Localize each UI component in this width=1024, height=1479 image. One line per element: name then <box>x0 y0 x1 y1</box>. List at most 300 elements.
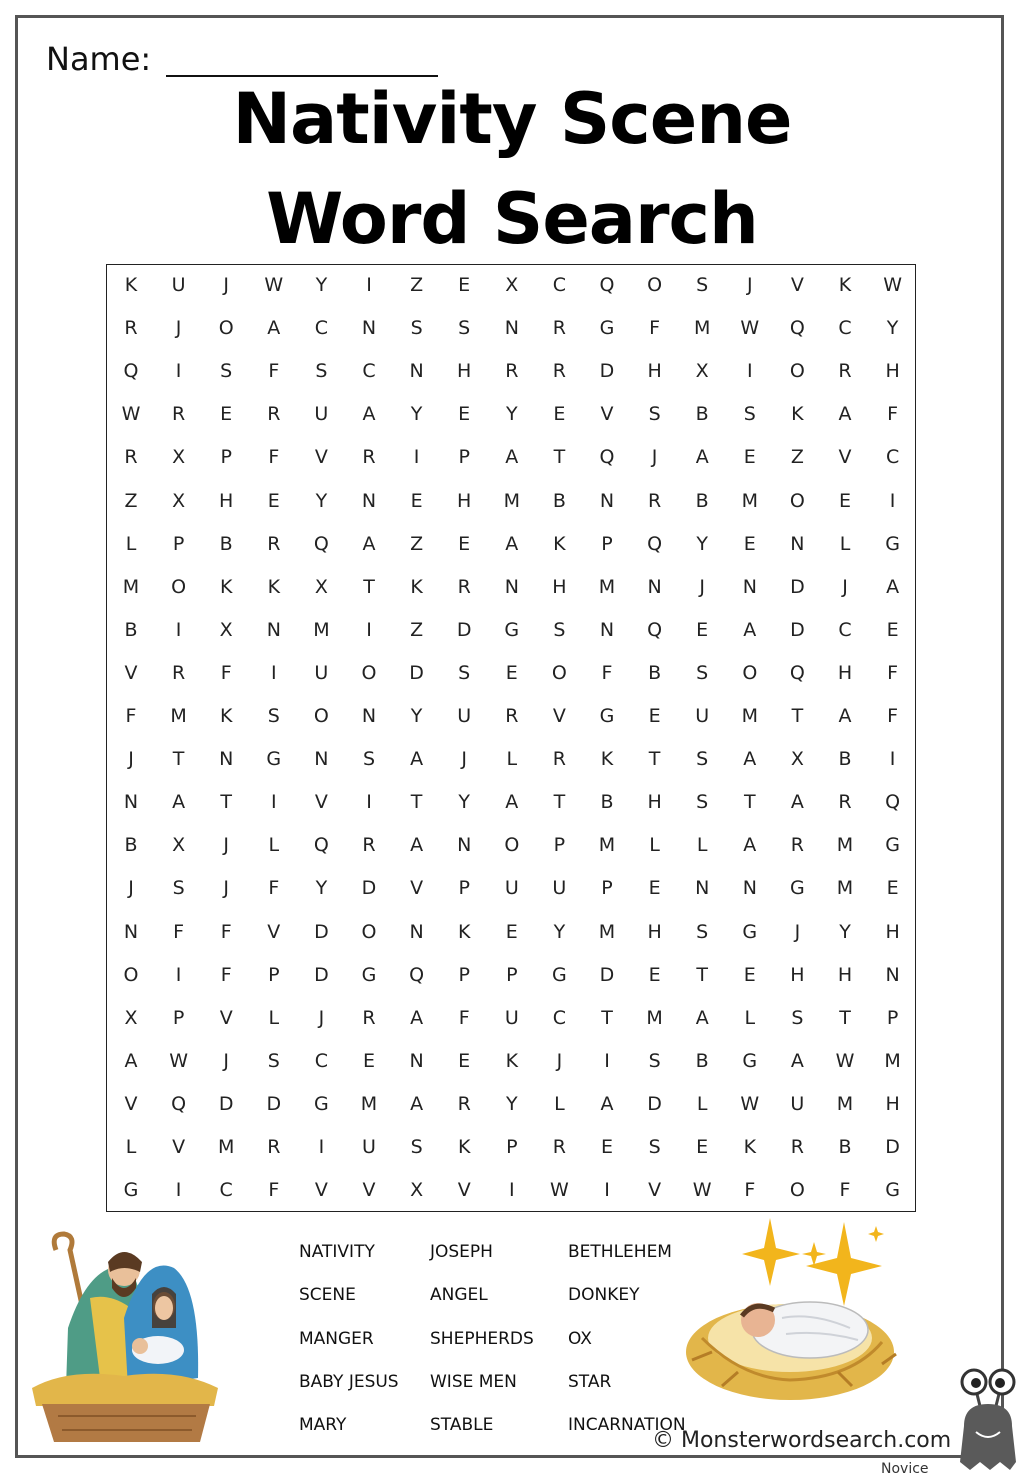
grid-letter[interactable]: R <box>838 791 852 814</box>
grid-letter[interactable]: S <box>315 360 328 383</box>
grid-letter[interactable]: N <box>361 705 377 727</box>
grid-letter[interactable]: P <box>172 532 185 555</box>
grid-letter[interactable]: G <box>361 963 377 986</box>
grid-letter[interactable]: O <box>789 1179 805 1202</box>
grid-letter[interactable]: M <box>741 705 758 727</box>
grid-letter[interactable]: R <box>267 403 281 426</box>
grid-letter[interactable]: I <box>366 618 372 641</box>
grid-letter[interactable]: S <box>267 705 280 727</box>
grid-letter[interactable]: A <box>838 705 852 727</box>
grid-letter[interactable]: V <box>457 1179 471 1202</box>
grid-letter[interactable]: I <box>413 446 420 469</box>
grid-letter[interactable]: J <box>128 877 134 900</box>
grid-letter[interactable]: H <box>885 920 900 943</box>
grid-letter[interactable]: E <box>505 920 518 943</box>
grid-letter[interactable]: V <box>124 661 138 684</box>
grid-letter[interactable]: M <box>313 618 330 641</box>
grid-letter[interactable]: E <box>220 403 233 426</box>
grid-letter[interactable]: Z <box>410 618 424 641</box>
grid-letter[interactable]: J <box>175 317 182 340</box>
grid-letter[interactable]: N <box>123 920 139 943</box>
grid-letter[interactable]: A <box>124 1049 138 1072</box>
grid-letter[interactable]: G <box>123 1179 139 1202</box>
grid-letter[interactable]: S <box>696 274 709 296</box>
grid-letter[interactable]: L <box>696 834 708 857</box>
grid-letter[interactable]: C <box>552 274 567 296</box>
grid-letter[interactable]: X <box>790 748 804 771</box>
grid-letter[interactable]: L <box>506 748 518 771</box>
grid-letter[interactable]: S <box>696 791 709 814</box>
grid-letter[interactable]: W <box>740 317 760 340</box>
name-field[interactable] <box>166 75 438 77</box>
grid-letter[interactable]: O <box>647 274 663 296</box>
grid-letter[interactable]: A <box>600 1092 614 1115</box>
grid-letter[interactable]: E <box>267 489 280 512</box>
grid-letter[interactable]: F <box>887 661 899 684</box>
grid-letter[interactable]: X <box>172 446 186 469</box>
grid-letter[interactable]: Q <box>647 532 663 555</box>
grid-letter[interactable]: Q <box>789 317 805 340</box>
grid-letter[interactable]: K <box>410 575 423 598</box>
grid-letter[interactable]: J <box>461 748 467 771</box>
grid-letter[interactable]: U <box>314 661 329 684</box>
grid-letter[interactable]: Y <box>410 403 423 426</box>
grid-letter[interactable]: O <box>742 661 758 684</box>
grid-letter[interactable]: B <box>552 489 566 512</box>
grid-letter[interactable]: Y <box>505 403 518 426</box>
grid-letter[interactable]: W <box>549 1179 569 1202</box>
grid-letter[interactable]: T <box>648 748 661 771</box>
grid-letter[interactable]: P <box>506 1136 518 1158</box>
grid-letter[interactable]: J <box>223 877 229 900</box>
grid-letter[interactable]: W <box>121 403 141 426</box>
grid-letter[interactable]: V <box>552 705 566 727</box>
grid-letter[interactable]: C <box>314 1049 329 1072</box>
grid-letter[interactable]: K <box>553 532 566 555</box>
grid-letter[interactable]: R <box>457 1092 471 1115</box>
grid-letter[interactable]: T <box>839 1006 851 1029</box>
grid-letter[interactable]: K <box>457 1136 471 1158</box>
grid-letter[interactable]: L <box>696 1092 708 1115</box>
grid-letter[interactable]: E <box>458 532 471 555</box>
grid-letter[interactable]: R <box>362 1006 376 1029</box>
grid-letter[interactable]: E <box>696 1136 709 1158</box>
grid-letter[interactable]: A <box>886 575 900 598</box>
grid-letter[interactable]: Y <box>839 920 851 943</box>
grid-letter[interactable]: E <box>410 489 423 512</box>
grid-letter[interactable]: E <box>696 618 709 641</box>
grid-letter[interactable]: G <box>504 618 520 641</box>
grid-letter[interactable]: A <box>362 532 376 555</box>
grid-letter[interactable]: B <box>600 791 614 814</box>
grid-letter[interactable]: D <box>456 618 472 641</box>
grid-letter[interactable]: M <box>836 1092 854 1115</box>
grid-letter[interactable]: R <box>124 317 138 340</box>
grid-letter[interactable]: F <box>887 403 899 426</box>
grid-letter[interactable]: I <box>175 618 182 641</box>
grid-letter[interactable]: P <box>553 834 566 857</box>
grid-letter[interactable]: E <box>648 705 661 727</box>
grid-letter[interactable]: D <box>266 1092 282 1115</box>
grid-letter[interactable]: I <box>604 1179 610 1202</box>
grid-letter[interactable]: S <box>791 1006 804 1029</box>
grid-letter[interactable]: L <box>744 1006 756 1029</box>
grid-letter[interactable]: X <box>314 575 328 598</box>
grid-letter[interactable]: E <box>553 403 566 426</box>
grid-letter[interactable]: M <box>741 489 758 512</box>
grid-letter[interactable]: D <box>361 877 377 900</box>
grid-letter[interactable]: T <box>553 791 566 814</box>
grid-letter[interactable]: B <box>124 834 138 857</box>
grid-letter[interactable]: T <box>410 791 423 814</box>
grid-letter[interactable]: D <box>409 661 424 684</box>
grid-letter[interactable]: X <box>172 489 186 512</box>
grid-letter[interactable]: M <box>122 575 140 598</box>
grid-letter[interactable]: P <box>458 446 470 469</box>
grid-letter[interactable]: M <box>598 575 616 598</box>
grid-letter[interactable]: G <box>552 963 567 986</box>
grid-letter[interactable]: S <box>220 360 233 383</box>
grid-letter[interactable]: Q <box>599 446 615 469</box>
grid-letter[interactable]: O <box>361 920 377 943</box>
grid-letter[interactable]: S <box>458 661 471 684</box>
grid-letter[interactable]: M <box>170 705 187 727</box>
grid-letter[interactable]: B <box>695 1049 709 1072</box>
grid-letter[interactable]: S <box>696 661 709 684</box>
grid-letter[interactable]: N <box>885 963 900 986</box>
grid-letter[interactable]: Z <box>124 489 138 512</box>
grid-letter[interactable]: M <box>836 834 854 857</box>
grid-letter[interactable]: K <box>743 1136 757 1158</box>
grid-letter[interactable]: R <box>552 317 566 340</box>
grid-letter[interactable]: V <box>600 403 614 426</box>
grid-letter[interactable]: K <box>124 274 138 296</box>
grid-letter[interactable]: P <box>172 1006 185 1029</box>
grid-letter[interactable]: U <box>171 274 186 296</box>
grid-letter[interactable]: P <box>220 446 232 469</box>
grid-letter[interactable]: L <box>125 1136 137 1158</box>
grid-letter[interactable]: I <box>366 791 372 814</box>
grid-letter[interactable]: J <box>794 920 801 943</box>
grid-letter[interactable]: G <box>266 748 282 771</box>
grid-letter[interactable]: N <box>504 575 519 598</box>
grid-letter[interactable]: F <box>268 877 280 900</box>
grid-letter[interactable]: F <box>744 1179 756 1202</box>
grid-letter[interactable]: N <box>599 489 615 512</box>
grid-letter[interactable]: H <box>790 963 805 986</box>
grid-letter[interactable]: C <box>838 317 852 340</box>
grid-letter[interactable]: I <box>889 748 896 771</box>
grid-letter[interactable]: R <box>267 532 281 555</box>
grid-letter[interactable]: Q <box>647 618 663 641</box>
grid-letter[interactable]: Z <box>410 274 424 296</box>
grid-letter[interactable]: V <box>314 446 328 469</box>
grid-letter[interactable]: I <box>318 1136 325 1158</box>
grid-letter[interactable]: P <box>601 877 613 900</box>
grid-letter[interactable]: B <box>124 618 138 641</box>
grid-letter[interactable]: W <box>692 1179 712 1202</box>
grid-letter[interactable]: U <box>457 705 472 727</box>
grid-letter[interactable]: E <box>648 963 661 986</box>
grid-letter[interactable]: V <box>410 877 424 900</box>
grid-letter[interactable]: E <box>743 532 756 555</box>
grid-letter[interactable]: P <box>458 877 470 900</box>
grid-letter[interactable]: U <box>695 705 710 727</box>
grid-letter[interactable]: X <box>219 618 233 641</box>
grid-letter[interactable]: K <box>219 575 233 598</box>
grid-letter[interactable]: F <box>268 446 280 469</box>
grid-letter[interactable]: D <box>647 1092 662 1115</box>
grid-letter[interactable]: G <box>599 705 615 727</box>
grid-letter[interactable]: F <box>839 1179 851 1202</box>
grid-letter[interactable]: A <box>505 791 519 814</box>
grid-letter[interactable]: H <box>837 963 853 986</box>
grid-letter[interactable]: Y <box>505 1092 518 1115</box>
grid-letter[interactable]: E <box>743 963 756 986</box>
grid-letter[interactable]: F <box>125 705 137 727</box>
grid-letter[interactable]: R <box>171 403 186 426</box>
grid-letter[interactable]: M <box>693 317 711 340</box>
grid-letter[interactable]: N <box>409 920 424 943</box>
grid-letter[interactable]: E <box>886 618 899 641</box>
grid-letter[interactable]: H <box>885 360 900 383</box>
grid-letter[interactable]: X <box>410 1179 424 1202</box>
grid-letter[interactable]: F <box>601 661 613 684</box>
grid-letter[interactable]: Y <box>315 489 328 512</box>
grid-letter[interactable]: G <box>790 877 805 900</box>
grid-letter[interactable]: L <box>554 1092 565 1115</box>
grid-letter[interactable]: R <box>171 661 186 684</box>
grid-letter[interactable]: E <box>458 274 471 296</box>
grid-letter[interactable]: N <box>361 489 377 512</box>
grid-letter[interactable]: Z <box>790 446 804 469</box>
grid-letter[interactable]: U <box>362 1136 376 1158</box>
grid-letter[interactable]: Q <box>789 661 805 684</box>
grid-letter[interactable]: T <box>553 446 566 469</box>
grid-letter[interactable]: N <box>266 618 281 641</box>
grid-letter[interactable]: A <box>505 532 519 555</box>
grid-letter[interactable]: A <box>743 748 757 771</box>
grid-letter[interactable]: N <box>695 877 710 900</box>
grid-letter[interactable]: I <box>604 1049 610 1072</box>
grid-letter[interactable]: K <box>267 575 281 598</box>
grid-letter[interactable]: D <box>599 963 615 986</box>
grid-letter[interactable]: Q <box>409 963 425 986</box>
grid-letter[interactable]: B <box>838 1136 852 1158</box>
grid-letter[interactable]: A <box>790 791 804 814</box>
grid-letter[interactable]: N <box>361 317 377 340</box>
grid-letter[interactable]: K <box>219 705 233 727</box>
grid-letter[interactable]: Y <box>315 877 328 900</box>
grid-letter[interactable]: I <box>175 963 182 986</box>
grid-letter[interactable]: E <box>743 446 756 469</box>
grid-letter[interactable]: A <box>362 403 376 426</box>
grid-letter[interactable]: G <box>314 1092 329 1115</box>
grid-letter[interactable]: F <box>220 963 232 986</box>
grid-letter[interactable]: R <box>552 1136 566 1158</box>
grid-letter[interactable]: O <box>789 489 805 512</box>
grid-letter[interactable]: Y <box>696 532 708 555</box>
grid-letter[interactable]: C <box>314 317 329 340</box>
grid-letter[interactable]: P <box>458 963 470 986</box>
grid-letter[interactable]: M <box>836 877 854 900</box>
grid-letter[interactable]: A <box>695 1006 709 1029</box>
grid-letter[interactable]: V <box>267 920 281 943</box>
grid-letter[interactable]: U <box>504 1006 519 1029</box>
grid-letter[interactable]: V <box>219 1006 233 1029</box>
grid-letter[interactable]: C <box>885 446 900 469</box>
grid-letter[interactable]: S <box>458 317 471 340</box>
grid-letter[interactable]: L <box>839 532 851 555</box>
grid-letter[interactable]: D <box>218 1092 234 1115</box>
grid-letter[interactable]: U <box>504 877 519 900</box>
grid-letter[interactable]: U <box>314 403 329 426</box>
grid-letter[interactable]: J <box>651 446 658 469</box>
grid-letter[interactable]: Y <box>553 920 566 943</box>
grid-letter[interactable]: E <box>458 1049 471 1072</box>
grid-letter[interactable]: W <box>835 1049 855 1072</box>
grid-letter[interactable]: Q <box>599 274 615 296</box>
grid-letter[interactable]: T <box>696 963 708 986</box>
grid-letter[interactable]: G <box>599 317 615 340</box>
grid-letter[interactable]: R <box>267 1136 281 1158</box>
grid-letter[interactable]: E <box>648 877 661 900</box>
grid-letter[interactable]: H <box>647 360 662 383</box>
grid-letter[interactable]: Q <box>313 834 329 857</box>
grid-letter[interactable]: F <box>268 360 280 383</box>
grid-letter[interactable]: O <box>789 360 805 383</box>
grid-letter[interactable]: P <box>601 532 613 555</box>
grid-letter[interactable]: Z <box>410 532 424 555</box>
grid-letter[interactable]: G <box>742 920 758 943</box>
grid-letter[interactable]: A <box>267 317 281 340</box>
grid-letter[interactable]: J <box>556 1049 563 1072</box>
grid-letter[interactable]: N <box>409 1049 424 1072</box>
grid-letter[interactable]: V <box>838 446 852 469</box>
grid-letter[interactable]: J <box>223 274 229 296</box>
grid-letter[interactable]: H <box>885 1092 900 1115</box>
grid-letter[interactable]: O <box>218 317 234 340</box>
grid-letter[interactable]: N <box>314 748 329 771</box>
grid-letter[interactable]: H <box>219 489 234 512</box>
grid-letter[interactable]: L <box>649 834 660 857</box>
grid-letter[interactable]: N <box>647 575 662 598</box>
grid-letter[interactable]: S <box>696 920 709 943</box>
grid-letter[interactable]: G <box>885 834 900 857</box>
grid-letter[interactable]: S <box>410 1136 423 1158</box>
grid-letter[interactable]: J <box>128 748 134 771</box>
grid-letter[interactable]: N <box>504 317 519 340</box>
grid-letter[interactable]: D <box>314 963 329 986</box>
grid-letter[interactable]: I <box>270 791 277 814</box>
grid-letter[interactable]: T <box>363 575 375 598</box>
grid-letter[interactable]: E <box>838 489 851 512</box>
grid-letter[interactable]: N <box>599 618 615 641</box>
grid-letter[interactable]: I <box>175 360 182 383</box>
grid-letter[interactable]: V <box>314 1179 328 1202</box>
grid-letter[interactable]: K <box>505 1049 519 1072</box>
grid-letter[interactable]: M <box>598 920 616 943</box>
grid-letter[interactable]: B <box>838 748 852 771</box>
grid-letter[interactable]: G <box>885 532 900 555</box>
grid-letter[interactable]: M <box>360 1092 378 1115</box>
grid-letter[interactable]: P <box>268 963 280 986</box>
grid-letter[interactable]: F <box>220 920 232 943</box>
grid-letter[interactable]: A <box>838 403 852 426</box>
grid-letter[interactable]: Q <box>885 791 901 814</box>
grid-letter[interactable]: J <box>699 575 705 598</box>
grid-letter[interactable]: C <box>362 360 376 383</box>
grid-letter[interactable]: E <box>600 1136 613 1158</box>
grid-letter[interactable]: B <box>695 403 709 426</box>
grid-letter[interactable]: M <box>598 834 616 857</box>
grid-letter[interactable]: T <box>172 748 185 771</box>
grid-letter[interactable]: C <box>552 1006 567 1029</box>
grid-letter[interactable]: T <box>791 705 804 727</box>
grid-letter[interactable]: A <box>410 1092 424 1115</box>
grid-letter[interactable]: N <box>790 532 805 555</box>
grid-letter[interactable]: A <box>743 618 757 641</box>
grid-letter[interactable]: F <box>649 317 661 340</box>
grid-letter[interactable]: C <box>219 1179 233 1202</box>
grid-letter[interactable]: N <box>409 360 424 383</box>
grid-letter[interactable]: W <box>883 274 902 296</box>
grid-letter[interactable]: I <box>889 489 896 512</box>
grid-letter[interactable]: D <box>599 360 615 383</box>
grid-letter[interactable]: E <box>886 877 899 900</box>
grid-letter[interactable]: S <box>648 1049 661 1072</box>
grid-letter[interactable]: Y <box>886 317 899 340</box>
grid-letter[interactable]: N <box>742 575 757 598</box>
grid-letter[interactable]: H <box>552 575 567 598</box>
grid-letter[interactable]: A <box>172 791 186 814</box>
grid-letter[interactable]: S <box>648 403 661 426</box>
grid-letter[interactable]: H <box>647 920 662 943</box>
grid-letter[interactable]: F <box>173 920 185 943</box>
grid-letter[interactable]: B <box>695 489 709 512</box>
grid-letter[interactable]: E <box>505 661 518 684</box>
grid-letter[interactable]: X <box>505 274 519 296</box>
grid-letter[interactable]: Q <box>171 1092 187 1115</box>
grid-letter[interactable]: L <box>268 1006 280 1029</box>
grid-letter[interactable]: N <box>123 791 139 814</box>
grid-letter[interactable]: R <box>362 446 376 469</box>
grid-letter[interactable]: A <box>410 834 424 857</box>
grid-letter[interactable]: P <box>886 1006 899 1029</box>
grid-letter[interactable]: I <box>270 661 277 684</box>
grid-letter[interactable]: I <box>175 1179 182 1202</box>
grid-letter[interactable]: R <box>505 705 519 727</box>
grid-letter[interactable]: U <box>790 1092 805 1115</box>
grid-letter[interactable]: R <box>124 446 138 469</box>
grid-letter[interactable]: J <box>223 1049 229 1072</box>
grid-letter[interactable]: J <box>223 834 229 857</box>
grid-letter[interactable]: A <box>743 834 757 857</box>
grid-letter[interactable]: S <box>696 748 709 771</box>
grid-letter[interactable]: R <box>647 489 662 512</box>
grid-letter[interactable]: S <box>172 877 185 900</box>
grid-letter[interactable]: Y <box>315 274 328 296</box>
grid-letter[interactable]: S <box>267 1049 280 1072</box>
grid-letter[interactable]: A <box>410 1006 424 1029</box>
grid-letter[interactable]: I <box>508 1179 515 1202</box>
grid-letter[interactable]: R <box>790 834 804 857</box>
grid-letter[interactable]: M <box>217 1136 235 1158</box>
grid-letter[interactable]: L <box>125 532 137 555</box>
grid-letter[interactable]: A <box>410 748 424 771</box>
grid-letter[interactable]: V <box>314 791 328 814</box>
grid-letter[interactable]: R <box>505 360 519 383</box>
